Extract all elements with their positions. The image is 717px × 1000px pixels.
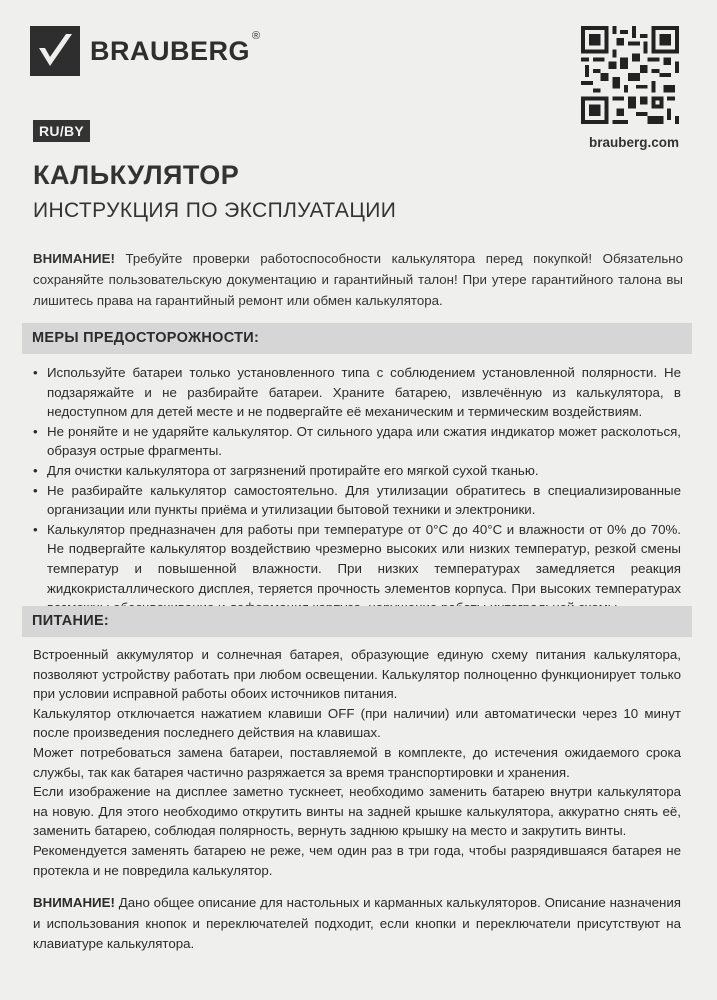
checkmark-icon [30,26,80,76]
brand-name: BRAUBERG ® [90,29,261,66]
warning-label: ВНИМАНИЕ! [33,251,115,266]
list-item: • Для очистки калькулятора от загрязнений протирайте его мягкой сухой тканью. [33,461,681,481]
website-link: brauberg.com [588,135,679,150]
list-item: • Не разбирайте калькулятор самостоятельно. Для утилизации обратитесь в специализированные организации или пункты приёма и утилизации бытовой техники и электроники. [33,481,681,520]
brand-logo [30,26,261,76]
power-paragraph: Может потребоваться замена батареи, поставляемой в комплекте, до истечения ожидаемого срока службы, так как батарея частично разряжается за время транспортировки и хранения. [33,744,681,780]
power-paragraph: Если изображение на дисплее заметно тускнеет, необходимо заменить батарею внутри калькулятора на новую. Для этого необходимо открутить винты на задней крышке калькулятора, аккуратно снять её, заменить батарею, соблюдая полярность, вернуть заднюю крышку на место и закрутить винты. [33,784,681,839]
power-heading: ПИТАНИЕ: [32,613,110,629]
list-item: • Используйте батареи только установленного типа с соблюдением установленной полярности. Не подзаряжайте и не разбирайте батареи. Храните батарею, извлечённую из калькулятора, в недоступном для детей месте и не подвергайте её механическим и термическим воздействиям. [33,363,681,422]
final-note-text: Дано общее описание для настольных и карманных калькуляторов. Описание назначения и использования кнопок и переключателей подходит, если кнопки и переключатели присутствуют на клавиатуре калькулятора. [33,895,681,951]
power-paragraph: Калькулятор отключается нажатием клавиши OFF (при наличии) или автоматически через 10 минут после произведения последнего действия на клавишах. [33,705,681,741]
precautions-heading: МЕРЫ ПРЕДОСТОРОЖНОСТИ: [32,330,260,346]
power-section [33,645,681,880]
page-subtitle: ИНСТРУКЦИЯ ПО ЭКСПЛУАТАЦИИ [33,199,397,222]
final-note [33,893,681,955]
warning-text: Требуйте проверки работоспособности калькулятора перед покупкой! Обязательно сохраняйте пользовательскую документацию и гарантийный талон! При утере гарантийного талона вы лишитесь права на гарантийный ремонт или обмен калькулятора. [33,251,683,308]
power-paragraph: Рекомендуется заменять батарею не реже, чем один раз в три года, чтобы разрядившаяся батарея не протекла и не повредила калькулятор. [33,842,681,878]
final-note-label: ВНИМАНИЕ! [33,895,115,910]
language-badge: RU/BY [33,120,90,142]
precautions-header [22,323,692,354]
precautions-list [33,363,681,618]
warning-paragraph [33,248,683,311]
qr-code-icon [581,26,679,124]
power-header [22,606,692,637]
power-paragraph: Встроенный аккумулятор и солнечная батарея, образующие единую схему питания калькулятора, позволяют устройству работать при любом освещении. Калькулятор полноценно функционирует только при условии исправной работы обоих источников питания. [33,647,681,702]
page-title: КАЛЬКУЛЯТОР [33,160,240,190]
list-item: • Не роняйте и не ударяйте калькулятор. От сильного удара или сжатия индикатор может расколоться, образуя острые фрагменты. [33,422,681,461]
list-item: • Калькулятор предназначен для работы при температуре от 0°С до 40°С и влажности от 0% до 70%. Не подвергайте калькулятор воздействию чрезмерно высоких или низких температур, резкой смены температур и повышенной влажности. При низких температурах замедляется реакция жидкокристаллического дисплея, теряется прочность элементов корпуса. При высоких температурах [33,520,681,618]
